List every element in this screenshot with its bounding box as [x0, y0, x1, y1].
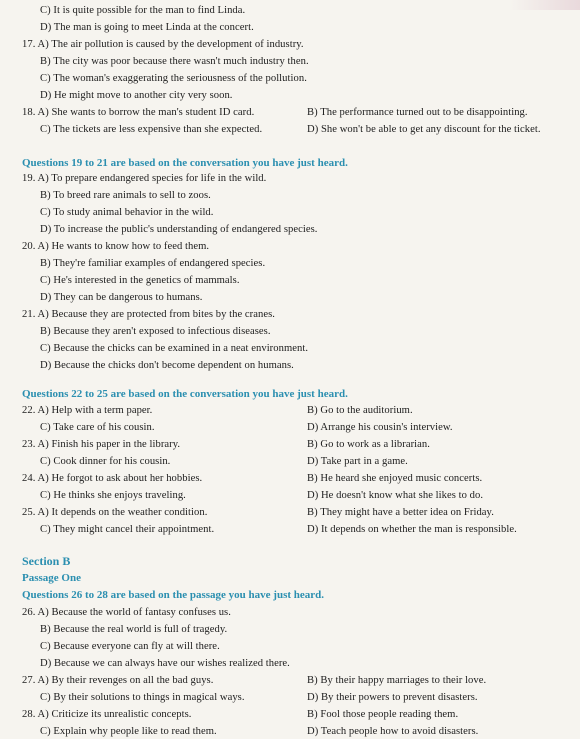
- option-line: D) Take part in a game.: [307, 456, 408, 467]
- option-line: 18. A) She wants to borrow the man's student ID card.: [22, 107, 255, 118]
- option-line: B) Go to the auditorium.: [307, 405, 413, 416]
- option-line: 23. A) Finish his paper in the library.: [22, 439, 181, 450]
- option-line: B) Go to work as a librarian.: [307, 439, 430, 450]
- option-line: C) The tickets are less expensive than she expected.: [40, 124, 263, 135]
- option-line: B) By their happy marriages to their love.: [307, 675, 487, 686]
- option-line: B) To breed rare animals to sell to zoos.: [40, 190, 211, 201]
- option-line: 28. A) Criticize its unrealistic concepts.: [22, 709, 192, 720]
- option-line: 26. A) Because the world of fantasy confuses us.: [22, 607, 231, 618]
- option-line: D) Because we can always have our wishes realized there.: [40, 658, 290, 669]
- option-line: B) They're familiar examples of endangered species.: [40, 258, 266, 269]
- option-line: D) The man is going to meet Linda at the concert.: [40, 22, 254, 33]
- option-line: C) Because the chicks can be examined in a neat environment.: [40, 343, 309, 354]
- section-heading: Questions 19 to 21 are based on the conversation you have just heard.: [22, 157, 348, 169]
- option-line: B) The city was poor because there wasn't much industry then.: [40, 56, 309, 67]
- option-line: D) He doesn't know what she likes to do.: [307, 490, 484, 501]
- option-line: C) It is quite possible for the man to find Linda.: [40, 5, 246, 16]
- option-line: D) By their powers to prevent disasters.: [307, 692, 478, 703]
- option-line: 19. A) To prepare endangered species for life in the wild.: [22, 173, 267, 184]
- option-line: D) To increase the public's understanding of endangered species.: [40, 224, 318, 235]
- option-line: B) They might have a better idea on Friday.: [307, 507, 494, 518]
- option-line: C) He's interested in the genetics of mammals.: [40, 275, 240, 286]
- option-line: C) Cook dinner for his cousin.: [40, 456, 171, 467]
- option-line: 27. A) By their revenges on all the bad guys.: [22, 675, 214, 686]
- option-line: 22. A) Help with a term paper.: [22, 405, 153, 416]
- option-line: C) He thinks she enjoys traveling.: [40, 490, 186, 501]
- option-line: D) He might move to another city very soon.: [40, 90, 233, 101]
- option-line: 17. A) The air pollution is caused by the development of industry.: [22, 39, 304, 50]
- section-heading: Section B: [22, 554, 71, 568]
- option-line: D) Arrange his cousin's interview.: [307, 422, 453, 433]
- option-line: 20. A) He wants to know how to feed them.: [22, 241, 210, 252]
- option-line: C) Take care of his cousin.: [40, 422, 155, 433]
- option-line: D) She won't be able to get any discount for the ticket.: [307, 124, 541, 135]
- option-line: 25. A) It depends on the weather condition.: [22, 507, 208, 518]
- option-line: D) Because the chicks don't become dependent on humans.: [40, 360, 294, 371]
- option-line: C) Because everyone can fly at will there.: [40, 641, 220, 652]
- option-line: C) They might cancel their appointment.: [40, 524, 215, 535]
- option-line: B) He heard she enjoyed music concerts.: [307, 473, 483, 484]
- option-line: C) By their solutions to things in magical ways.: [40, 692, 245, 703]
- option-line: 21. A) Because they are protected from bites by the cranes.: [22, 309, 275, 320]
- section-heading: Questions 22 to 25 are based on the conversation you have just heard.: [22, 388, 348, 400]
- option-line: C) Explain why people like to read them.: [40, 726, 217, 737]
- option-line: B) Fool those people reading them.: [307, 709, 459, 720]
- option-line: B) Because they aren't exposed to infectious diseases.: [40, 326, 271, 337]
- corner-decoration: [510, 0, 580, 10]
- option-line: 24. A) He forgot to ask about her hobbies.: [22, 473, 203, 484]
- section-heading: Passage One: [22, 572, 81, 584]
- option-line: D) It depends on whether the man is responsible.: [307, 524, 517, 535]
- option-line: B) The performance turned out to be disappointing.: [307, 107, 528, 118]
- option-line: C) To study animal behavior in the wild.: [40, 207, 214, 218]
- option-line: D) Teach people how to avoid disasters.: [307, 726, 479, 737]
- option-line: C) The woman's exaggerating the seriousness of the pollution.: [40, 73, 307, 84]
- option-line: B) Because the real world is full of tragedy.: [40, 624, 228, 635]
- option-line: D) They can be dangerous to humans.: [40, 292, 203, 303]
- section-heading: Questions 26 to 28 are based on the passage you have just heard.: [22, 589, 325, 601]
